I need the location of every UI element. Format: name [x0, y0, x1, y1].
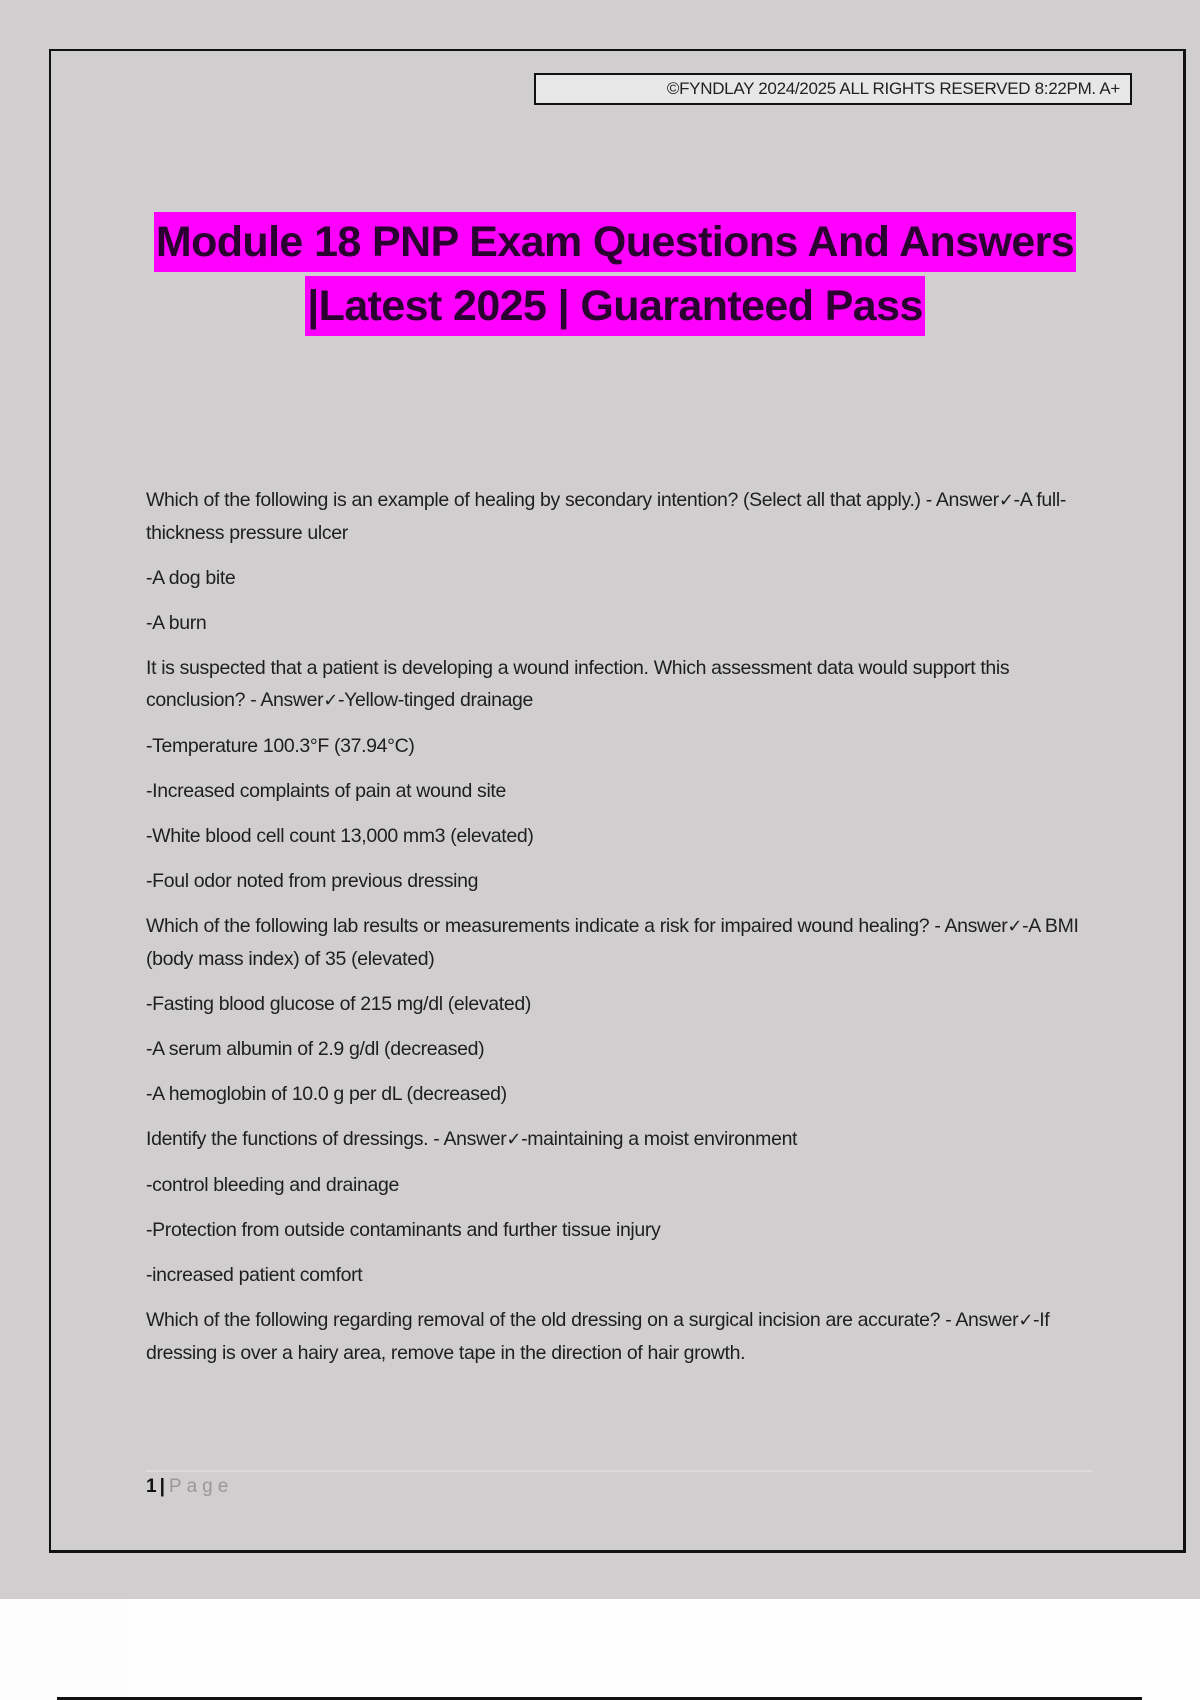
answer-item: -Protection from outside contaminants and further tissue injury: [146, 1219, 661, 1241]
answer-text: -A full-thickness pressure ulcer: [146, 489, 1067, 544]
page-label: Page: [168, 1476, 234, 1497]
question-text: It is suspected that a patient is developing a wound infection. Which assessment data would support this conclusion? -: [146, 657, 1010, 711]
question-paragraph: [146, 652, 1096, 717]
answer-item: -A burn: [146, 612, 207, 634]
answer-item: -Foul odor noted from previous dressing: [146, 870, 479, 892]
page-footer: [146, 1474, 233, 1500]
checkmark-icon: ✓: [1018, 1310, 1034, 1331]
answer-text: -A BMI (body mass index) of 35 (elevated): [146, 915, 1079, 970]
answer-label: Answer: [443, 1128, 507, 1150]
answer-label: Answer: [955, 1309, 1019, 1331]
question-paragraph: [146, 1304, 1096, 1369]
answer-item: -increased patient comfort: [146, 1264, 363, 1286]
answer-label: Answer: [935, 489, 999, 511]
answer-label: Answer: [944, 915, 1008, 937]
checkmark-icon: ✓: [323, 690, 339, 711]
footer-divider: [146, 1470, 1092, 1472]
answer-item: -White blood cell count 13,000 mm3 (elevated): [146, 825, 534, 847]
answer-item: -Temperature 100.3°F (37.94°C): [146, 735, 415, 757]
checkmark-icon: ✓: [1007, 916, 1023, 937]
page-number: 1: [146, 1476, 157, 1497]
title-line-1: Module 18 PNP Exam Questions And Answers: [154, 212, 1076, 272]
question-paragraph: [146, 1123, 1096, 1156]
question-text: Which of the following is an example of healing by secondary intention? (Select all that apply.) -: [146, 489, 936, 511]
answer-label: Answer: [260, 689, 324, 711]
question-text: Identify the functions of dressings. -: [146, 1128, 444, 1150]
answer-text: -maintaining a moist environment: [521, 1128, 798, 1150]
question-paragraph: [146, 484, 1096, 549]
qa-content: [146, 484, 1096, 1382]
answer-item: -A hemoglobin of 10.0 g per dL (decreased): [146, 1083, 507, 1105]
next-page-preview: [130, 1599, 1200, 1700]
answer-text: -Yellow-tinged drainage: [338, 689, 534, 711]
answer-item: -Fasting blood glucose of 215 mg/dl (elevated): [146, 993, 531, 1015]
answer-item: -A dog bite: [146, 567, 236, 589]
document-title: [60, 212, 1170, 336]
answer-text: -If dressing is over a hairy area, remove tape in the direction of hair growth.: [146, 1309, 1050, 1364]
answer-item: -control bleeding and drainage: [146, 1174, 399, 1196]
question-paragraph: [146, 910, 1096, 975]
checkmark-icon: ✓: [506, 1129, 522, 1150]
checkmark-icon: ✓: [998, 490, 1014, 511]
question-text: Which of the following lab results or measurements indicate a risk for impaired wound healing? -: [146, 915, 945, 937]
answer-item: -Increased complaints of pain at wound site: [146, 780, 506, 802]
answer-item: -A serum albumin of 2.9 g/dl (decreased): [146, 1038, 485, 1060]
copyright-header: [534, 73, 1132, 105]
footer-separator: |: [159, 1476, 165, 1497]
title-line-2: |Latest 2025 | Guaranteed Pass: [305, 276, 925, 336]
copyright-text: ©FYNDLAY 2024/2025 ALL RIGHTS RESERVED 8:22PM. A+: [666, 79, 1120, 98]
question-text: Which of the following regarding removal of the old dressing on a surgical incision are accurate? -: [146, 1309, 956, 1331]
